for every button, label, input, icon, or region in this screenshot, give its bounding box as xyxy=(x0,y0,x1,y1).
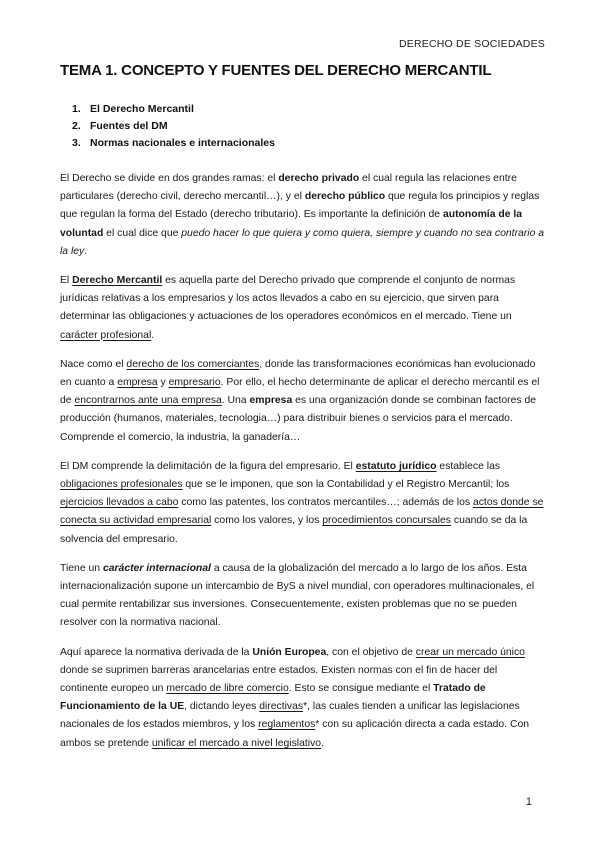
term: derecho privado xyxy=(278,173,360,184)
text: y xyxy=(157,377,169,389)
toc-item xyxy=(72,118,275,135)
toc-label: Normas nacionales e internacionales xyxy=(90,137,275,149)
term: autonomía de la voluntad xyxy=(60,209,523,239)
text: . Por ello, el hecho determinante de aplicar el derecho mercantil es el de xyxy=(60,377,540,407)
course-header: DERECHO DE SOCIEDADES xyxy=(399,38,545,50)
text: como los valores, y los xyxy=(211,515,323,527)
text: , dictando leyes xyxy=(184,701,260,713)
underlined-text: procedimientos concursales xyxy=(322,515,451,527)
underlined-text: derecho de los comerciantes xyxy=(126,358,260,370)
term: Derecho Mercantil xyxy=(72,275,163,287)
text: el cual dice que xyxy=(103,227,182,239)
toc-label: El Derecho Mercantil xyxy=(90,103,194,115)
underlined-text: reglamentos xyxy=(258,719,316,731)
toc-number: 2. xyxy=(72,120,81,132)
text: El Derecho se divide en dos grandes ramas: el xyxy=(60,173,279,184)
paragraph-derecho xyxy=(60,170,548,261)
paragraph-union-europea xyxy=(60,644,548,753)
text: Aquí aparece la normativa derivada de la xyxy=(60,646,253,658)
text: El xyxy=(60,275,73,287)
page-title: TEMA 1. CONCEPTO Y FUENTES DEL DERECHO MERCANTIL xyxy=(60,62,492,79)
table-of-contents xyxy=(72,101,275,152)
text: , con el objetivo de xyxy=(326,646,416,658)
paragraph-derecho-mercantil xyxy=(60,272,548,345)
text: establece las xyxy=(436,460,501,472)
underlined-text: carácter profesional xyxy=(60,329,152,341)
text: . Esto se consigue mediante el xyxy=(288,683,434,695)
underlined-text: ejercicios llevados a cabo xyxy=(60,497,179,509)
text: Tiene un xyxy=(60,562,103,574)
text: . xyxy=(321,737,324,749)
text: a causa de la globalización del mercado a lo largo de los años. Esta internacionalización supone un intercambio de ByS a nivel mundial, con operadores multinacionales, el cual permite rentabilizar sus inversiones. Consecuentemente, existen problemas que no se pueden resolver con la normativa nacional. xyxy=(60,562,535,629)
term: derecho público xyxy=(304,191,386,203)
text: . xyxy=(151,329,155,341)
term: carácter internacional xyxy=(102,562,211,574)
underlined-text: directivas xyxy=(259,701,304,713)
underlined-text: encontrarnos ante una empresa xyxy=(74,395,222,407)
text: El DM comprende la delimitación de la figura del empresario. El xyxy=(60,460,356,472)
underlined-text: unificar el mercado a nivel legislativo xyxy=(151,737,322,749)
text: . Una xyxy=(221,395,250,407)
term: Tratado de Funcionamiento de la UE xyxy=(60,683,486,713)
text: es una organización donde se combinan factores de producción (humanos, materiales, tecnologia…) para distribuir bienes o servicios para el mercado. Comprende el comercio, la industria, la ganadería… xyxy=(60,395,536,443)
underlined-text: obligaciones profesionales xyxy=(60,479,183,491)
document-body xyxy=(60,170,548,764)
text: es aquella parte del Derecho privado que comprende el conjunto de normas jurídicas relativas a los empresarios y los actos llevados a cabo en su ejercicio, que sirven para determinar las obligaciones y actuaciones de los operadores económicos en el mercado. Tiene un xyxy=(60,275,516,323)
toc-number: 3. xyxy=(72,137,81,149)
toc-item xyxy=(72,101,275,118)
text: Nace como el xyxy=(60,358,127,370)
underlined-text: actos donde se conecta su actividad empresarial xyxy=(60,497,544,527)
underlined-text: empresa xyxy=(117,377,158,389)
text: el cual regula las relaciones entre particulares (derecho civil, derecho mercantil…), y el xyxy=(60,173,517,203)
term: Unión Europea xyxy=(252,646,327,658)
toc-item xyxy=(72,135,275,152)
term: estatuto jurídico xyxy=(355,460,437,472)
text: *, las cuales tienden a unificar las legislaciones nacionales de los estados miembros, y los xyxy=(60,701,520,731)
underlined-text: crear un mercado único xyxy=(415,646,525,658)
text: , donde las transformaciones económicas han evolucionado en cuanto a xyxy=(60,358,536,389)
text: como las patentes, los contratos mercantiles…; además de los xyxy=(178,497,473,509)
page-number: 1 xyxy=(525,796,532,808)
text: que se le imponen, que son la Contabilidad y el Registro Mercantil; los xyxy=(182,479,510,491)
text: donde se suprimen barreras arancelarias entre estados. Existen normas con el fin de hacer del continente europeo un xyxy=(60,664,498,695)
text: . xyxy=(84,245,88,257)
text: * con su aplicación directa a cada estado. Con ambos se pretende xyxy=(60,719,530,749)
paragraph-origen xyxy=(60,356,548,447)
paragraph-empresario xyxy=(60,458,548,549)
toc-number: 1. xyxy=(72,103,81,115)
text: cuando se da la solvencia del empresario. xyxy=(60,515,528,545)
quote: puedo hacer lo que quiera y como quiera, siempre y cuando no sea contrario a la ley xyxy=(60,227,545,257)
underlined-text: mercado de libre comercio xyxy=(166,683,289,695)
term: empresa xyxy=(249,395,293,407)
underlined-text: empresario xyxy=(168,377,221,389)
toc-label: Fuentes del DM xyxy=(90,120,168,132)
paragraph-internacional xyxy=(60,560,548,633)
text: que regula los principios y reglas que regulan la forma del Estado (derecho tributario). Es importante la definición de xyxy=(60,191,540,221)
